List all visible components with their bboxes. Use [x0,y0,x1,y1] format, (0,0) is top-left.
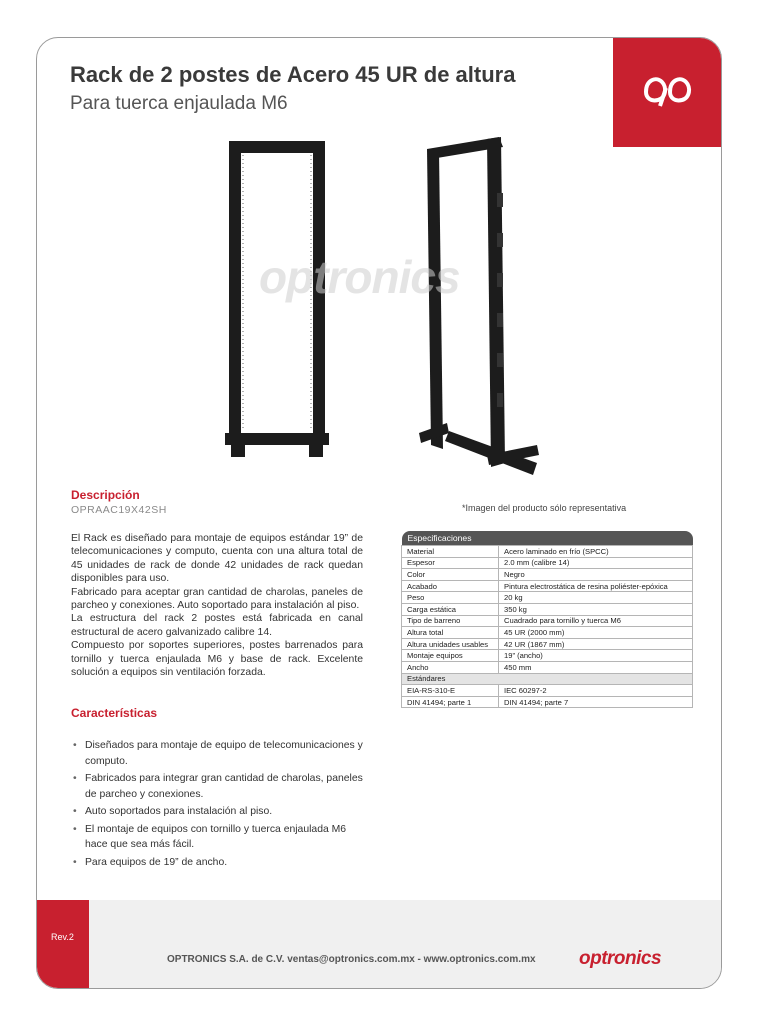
standard-item: EIA-RS-310-E [402,685,499,697]
spec-key: Peso [402,592,499,604]
spec-value: 350 kg [499,603,693,615]
specifications-table [401,531,693,708]
spec-value: 45 UR (2000 mm) [499,627,693,639]
description-paragraph: La estructura del rack 2 postes está fabricada en canal estructural de acero galvanizado calibre 14. [71,613,363,638]
watermark-text: optronics [259,251,460,303]
table-row [402,603,693,615]
revision-badge [37,900,89,988]
description-paragraph: Fabricado para aceptar gran cantidad de charolas, paneles de parcheo y conexiones. Auto soportado para instalación al piso. [71,586,363,612]
standards-heading: Estándares [402,673,693,685]
table-row [402,650,693,662]
spec-key: Color [402,569,499,581]
table-row [402,615,693,627]
footer-band [37,900,721,988]
description-text [71,532,363,679]
standard-item: DIN 41494; parte 1 [402,696,499,708]
table-row [402,696,693,708]
spec-key: Acabado [402,580,499,592]
brand-logo-tab [613,38,721,147]
footer-contact: OPTRONICS S.A. de C.V. ventas@optronics.com.mx - www.optronics.com.mx [167,954,536,965]
spec-value: Cuadrado para tornillo y tuerca M6 [499,615,693,627]
spec-key: Espesor [402,557,499,569]
list-item: • El montaje de equipos con tornillo y tuerca enjaulada M6 hace que sea más fácil. [71,822,371,853]
spec-value: Acero laminado en frío (SPCC) [499,546,693,558]
table-row [402,685,693,697]
description-heading: Descripción [71,488,140,502]
list-item: • Fabricados para integrar gran cantidad de charolas, paneles de parcheo y conexiones. [71,771,371,802]
table-row [402,569,693,581]
spec-value: 19” (ancho) [499,650,693,662]
spec-key: Tipo de barreno [402,615,499,627]
revision-label: Rev.2 [51,932,74,942]
product-photo [187,133,547,493]
table-row [402,661,693,673]
spec-key: Carga estática [402,603,499,615]
list-item: • Auto soportados para instalación al piso. [71,804,371,820]
list-item: • Diseñados para montaje de equipo de telecomunicaciones y computo. [71,738,371,769]
page-title: Rack de 2 postes de Acero 45 UR de altura [70,62,516,87]
table-row [402,580,693,592]
table-row [402,546,693,558]
standard-item: DIN 41494; parte 7 [499,696,693,708]
table-group-row [402,673,693,685]
image-disclaimer: *Imagen del producto sólo representativa [462,503,627,513]
product-code: OPRAAC19X42SH [71,504,167,516]
brand-mark-icon [640,70,694,110]
description-paragraph: Compuesto por soportes superiores, postes barrenados para tornillo y tuerca enjaulada M6 y base de rack. Excelente solución a equipos sin ventilación forzada. [71,640,363,679]
list-item: • Para equipos de 19” de ancho. [71,855,371,871]
table-row [402,638,693,650]
spec-key: Altura unidades usables [402,638,499,650]
footer-logo: optronics [579,948,662,969]
spec-key: Material [402,546,499,558]
features-heading: Características [71,706,158,720]
spec-key: Montaje equipos [402,650,499,662]
spec-key: Altura total [402,627,499,639]
specifications-heading: Especificaciones [402,531,693,546]
spec-value: 42 UR (1867 mm) [499,638,693,650]
spec-value: 450 mm [499,661,693,673]
spec-value: 20 kg [499,592,693,604]
spec-value: 2.0 mm (calibre 14) [499,557,693,569]
spec-value: Pintura electrostática de resina poliéster-epóxica [499,580,693,592]
spec-value: Negro [499,569,693,581]
standard-item: IEC 60297-2 [499,685,693,697]
table-row [402,557,693,569]
table-row [402,627,693,639]
description-paragraph: El Rack es diseñado para montaje de equipos estándar 19” de telecomunicaciones y computo, cuenta con una altura total de 45 unidades de rack de donde 42 unidades de rack quedan disponibles para uso. [71,533,363,585]
features-list [71,738,371,872]
table-row [402,592,693,604]
page-subtitle: Para tuerca enjaulada M6 [70,93,288,114]
datasheet [36,37,722,989]
spec-key: Ancho [402,661,499,673]
